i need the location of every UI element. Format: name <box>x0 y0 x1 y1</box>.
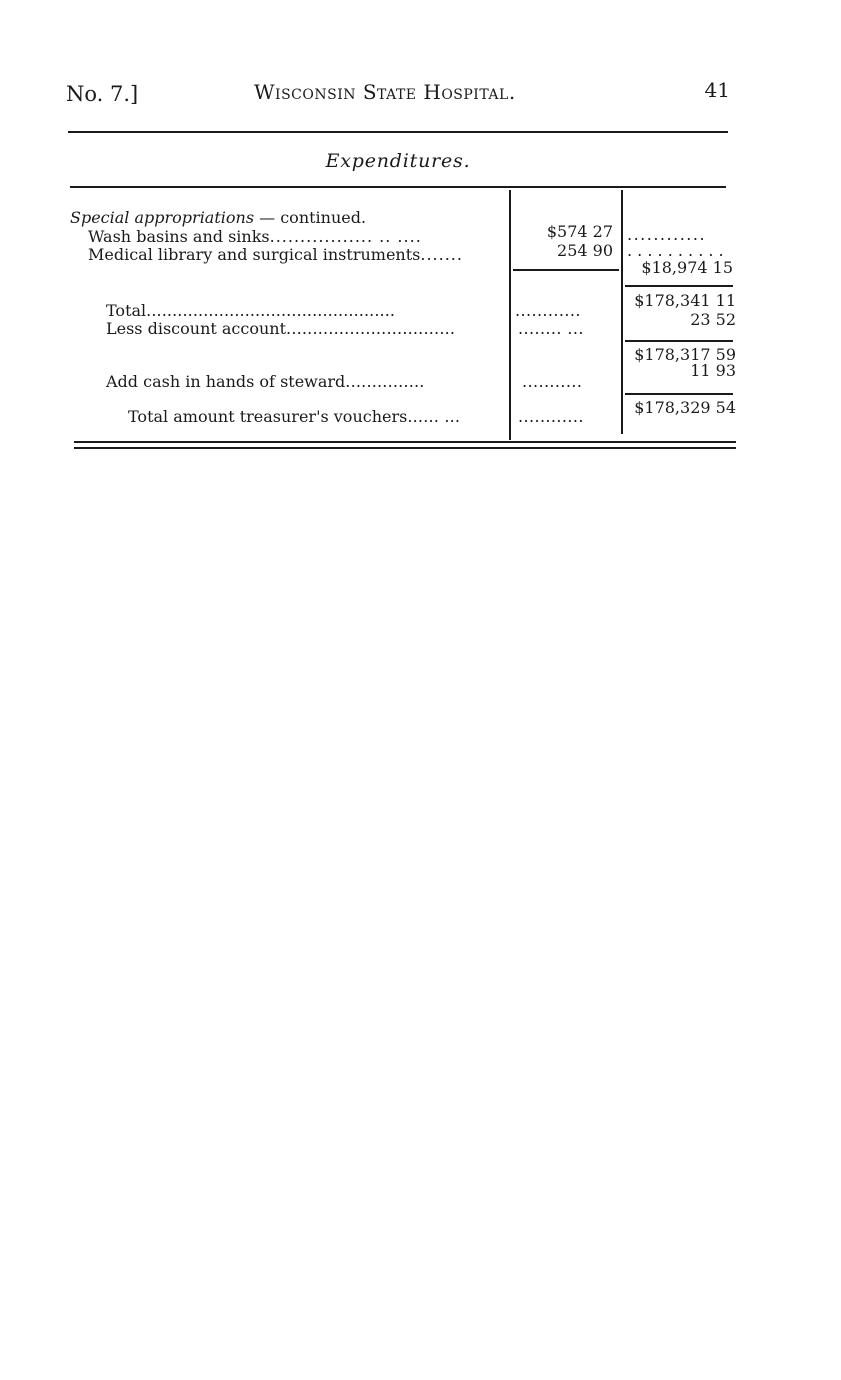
row-label <box>106 373 425 391</box>
row-amount-col1: ........... <box>522 372 583 391</box>
subtotal-rule-col1 <box>513 269 619 271</box>
row-leader: ................. .. .... <box>269 227 422 246</box>
section-title-text: Special appropriations <box>70 208 255 227</box>
row-amount-col2: $178,329 54 <box>634 398 736 417</box>
bottom-rule-lower <box>74 447 736 449</box>
row-label <box>106 302 395 320</box>
row-amount-col2: ............ <box>627 225 707 244</box>
table-caption: Expenditures. <box>325 150 471 172</box>
row-label-text: Total <box>106 301 147 320</box>
row-leader: ............... <box>345 372 425 391</box>
row-label <box>88 246 463 264</box>
running-total: $178,317 59 <box>634 345 736 364</box>
row-amount-col2: . . . . . . . . . . <box>627 241 724 260</box>
row-amount-col1: $574 27 <box>546 222 613 241</box>
row-amount-col1: ............ <box>515 301 581 320</box>
row-label <box>128 408 460 426</box>
row-leader: ................................ <box>286 319 456 338</box>
row-amount-col2: $178,341 11 <box>634 291 736 310</box>
bottom-rule-upper <box>74 441 736 443</box>
top-rule <box>68 131 728 133</box>
row-amount-col2: 23 52 <box>690 310 736 329</box>
row-leader: ....... <box>420 245 463 264</box>
row-leader: ...... ... <box>407 407 461 426</box>
row-amount-col1: ............ <box>518 407 584 426</box>
total-rule-col2 <box>625 340 733 342</box>
page-number: 41 <box>704 78 730 102</box>
row-label-text: Medical library and surgical instruments <box>88 245 421 264</box>
table-row <box>0 361 841 391</box>
row-label <box>88 228 422 246</box>
row-label-text: Add cash in hands of steward <box>106 372 346 391</box>
caption-rule <box>70 186 726 188</box>
row-leader: ................................................ <box>146 301 396 320</box>
page-title: Wisconsin State Hospital. <box>254 80 516 104</box>
row-label <box>106 320 455 338</box>
row-amount-col2: 11 93 <box>690 361 736 380</box>
section-title-suffix: — continued. <box>254 208 367 227</box>
grand-total-rule-col2 <box>625 393 733 395</box>
row-label-text: Wash basins and sinks <box>88 227 270 246</box>
row-label-text: Total amount treasurer's vouchers <box>128 407 408 426</box>
document-number: No. 7.] <box>66 82 139 106</box>
row-amount-col1: ........ ... <box>518 319 584 338</box>
row-label-text: Less discount account <box>106 319 287 338</box>
section-title <box>70 208 366 227</box>
subtotal-rule-col2 <box>625 285 733 287</box>
row-amount-col1: 254 90 <box>557 241 613 260</box>
table-row <box>0 398 841 426</box>
subtotal-amount: $18,974 15 <box>641 258 733 277</box>
running-head <box>66 78 730 108</box>
